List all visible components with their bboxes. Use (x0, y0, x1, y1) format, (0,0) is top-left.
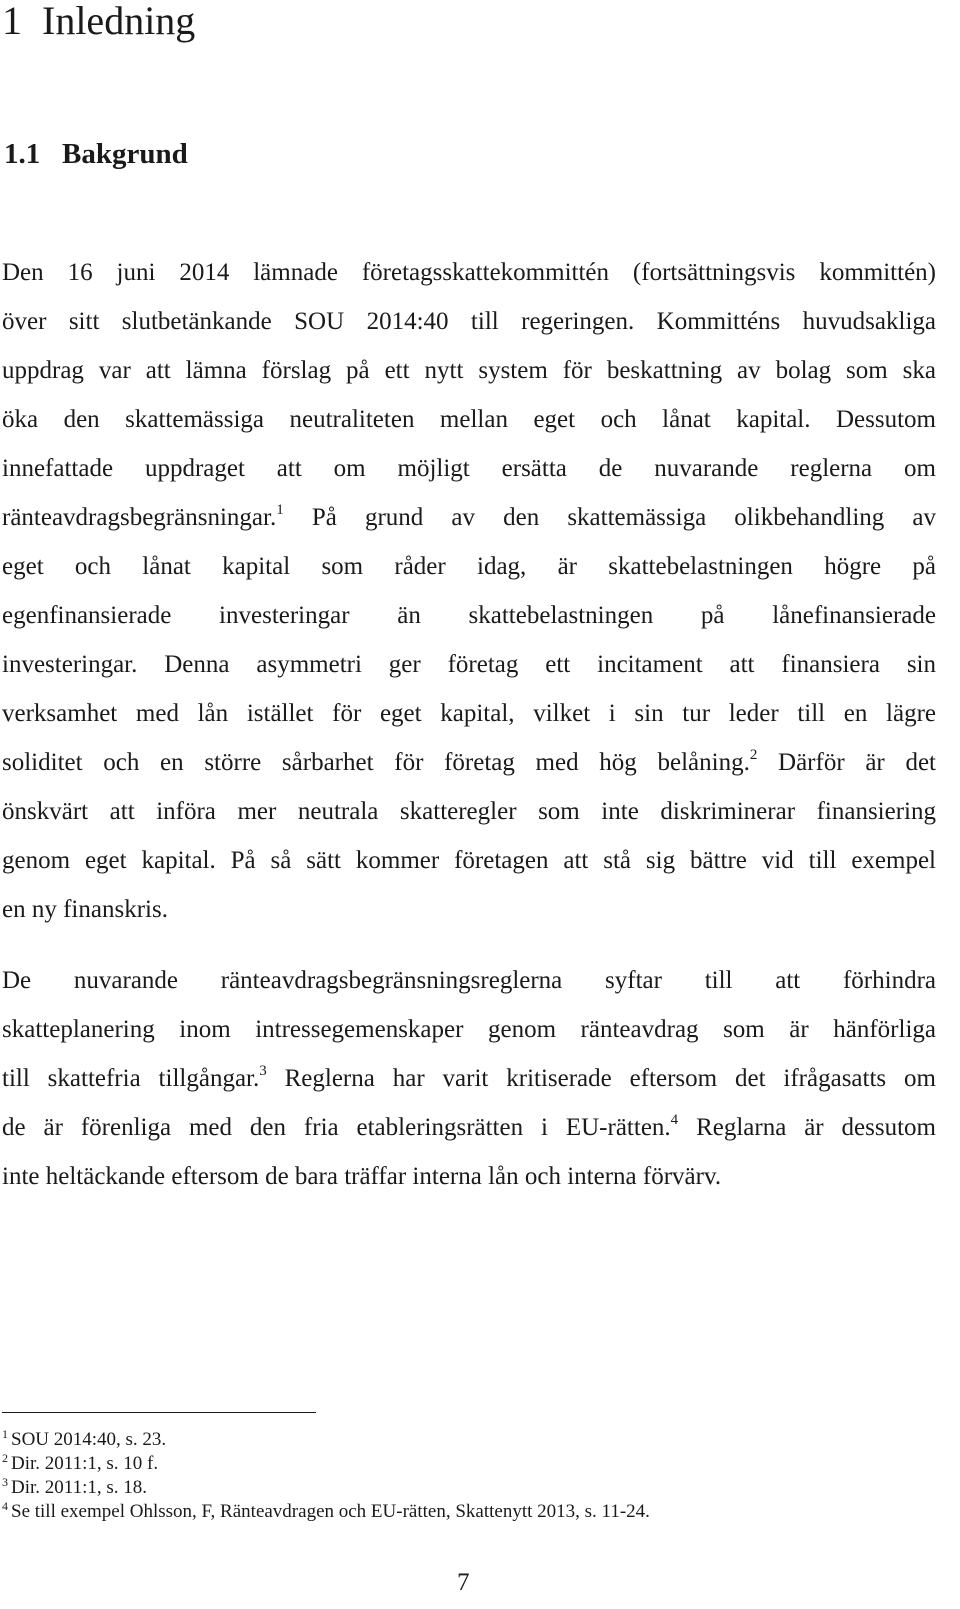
text-line: Den 16 juni 2014 lämnade företagsskattekommittén (fortsättningsvis kommittén) (2, 259, 936, 286)
footnote-number: 4 (2, 1499, 8, 1513)
page-number: 7 (457, 1569, 470, 1596)
text-line: önskvärt att införa mer neutrala skatteregler som inte diskriminerar finansiering (2, 798, 936, 825)
text-line: innefattade uppdraget att om möjligt ersätta de nuvarande reglerna om (2, 455, 936, 482)
footnote-divider (2, 1412, 316, 1413)
footnote-4 (2, 1500, 650, 1524)
chapter-number: 1 (2, 0, 22, 43)
footnote-ref-2[interactable]: 2 (749, 747, 758, 763)
footnote-2 (2, 1452, 650, 1476)
footnote-ref-4[interactable]: 4 (670, 1112, 679, 1128)
footnote-3 (2, 1476, 650, 1500)
footnote-text: Dir. 2011:1, s. 10 f. (11, 1453, 159, 1474)
text-line: genom eget kapital. På så sätt kommer företagen att stå sig bättre vid till exempel (2, 847, 936, 874)
text-line (2, 1054, 936, 1103)
chapter-title: Inledning (42, 0, 196, 43)
text-line: öka den skattemässiga neutraliteten mellan eget och lånat kapital. Dessutom (2, 406, 936, 433)
text-line: eget och lånat kapital som råder idag, är skattebelastningen högre på (2, 553, 936, 580)
text-line: De nuvarande ränteavdragsbegränsningsreglerna syftar till att förhindra (2, 967, 936, 994)
text-line: skatteplanering inom intressegemenskaper genom ränteavdrag som är hänförliga (2, 1016, 936, 1043)
text-line: investeringar. Denna asymmetri ger företag ett incitament att finansiera sin (2, 651, 936, 678)
text-segment: Därför är det (757, 749, 936, 776)
text-segment: Reglerna har varit kritiserade eftersom det ifrågasatts om (266, 1065, 936, 1092)
paragraph-1 (2, 248, 936, 934)
text-line: egenfinansierade investeringar än skattebelastningen på lånefinansierade (2, 602, 936, 629)
section-number: 1.1 (4, 138, 41, 170)
text-segment: På grund av den skattemässiga olikbehandling av (283, 504, 936, 531)
text-segment: ränteavdragsbegränsningar. (2, 504, 277, 531)
footnote-text: Dir. 2011:1, s. 18. (11, 1477, 147, 1498)
footnote-number: 2 (2, 1451, 8, 1465)
paragraph-2 (2, 956, 936, 1201)
text-line (2, 738, 936, 787)
text-line: uppdrag var att lämna förslag på ett nytt system för beskattning av bolag som ska (2, 357, 936, 384)
text-line: verksamhet med lån istället för eget kapital, vilket i sin tur leder till en lägre (2, 700, 936, 727)
footnote-ref-1[interactable]: 1 (276, 502, 284, 518)
text-segment: till skattefria tillgångar. (2, 1065, 260, 1092)
text-segment: Reglarna är dessutom (678, 1114, 936, 1141)
footnote-1 (2, 1428, 650, 1452)
text-line (2, 493, 936, 542)
text-line: över sitt slutbetänkande SOU 2014:40 till regeringen. Kommitténs huvudsakliga (2, 308, 936, 335)
footnote-number: 1 (2, 1427, 8, 1441)
footnotes (2, 1428, 650, 1524)
text-segment: de är förenliga med den fria etableringsrätten i EU-rätten. (2, 1114, 671, 1141)
footnote-ref-3[interactable]: 3 (259, 1063, 267, 1079)
footnote-text: SOU 2014:40, s. 23. (11, 1429, 167, 1450)
chapter-heading (2, 0, 195, 44)
text-line (2, 1103, 936, 1152)
text-line: inte heltäckande eftersom de bara träffar interna lån och interna förvärv. (2, 1163, 722, 1190)
text-segment: soliditet och en större sårbarhet för företag med hög belåning. (2, 749, 750, 776)
footnote-number: 3 (2, 1475, 8, 1489)
section-title: Bakgrund (62, 138, 188, 170)
text-line: en ny finanskris. (2, 896, 168, 923)
footnote-text: Se till exempel Ohlsson, F, Ränteavdragen och EU-rätten, Skattenytt 2013, s. 11-24. (11, 1501, 650, 1522)
section-heading (4, 136, 188, 172)
